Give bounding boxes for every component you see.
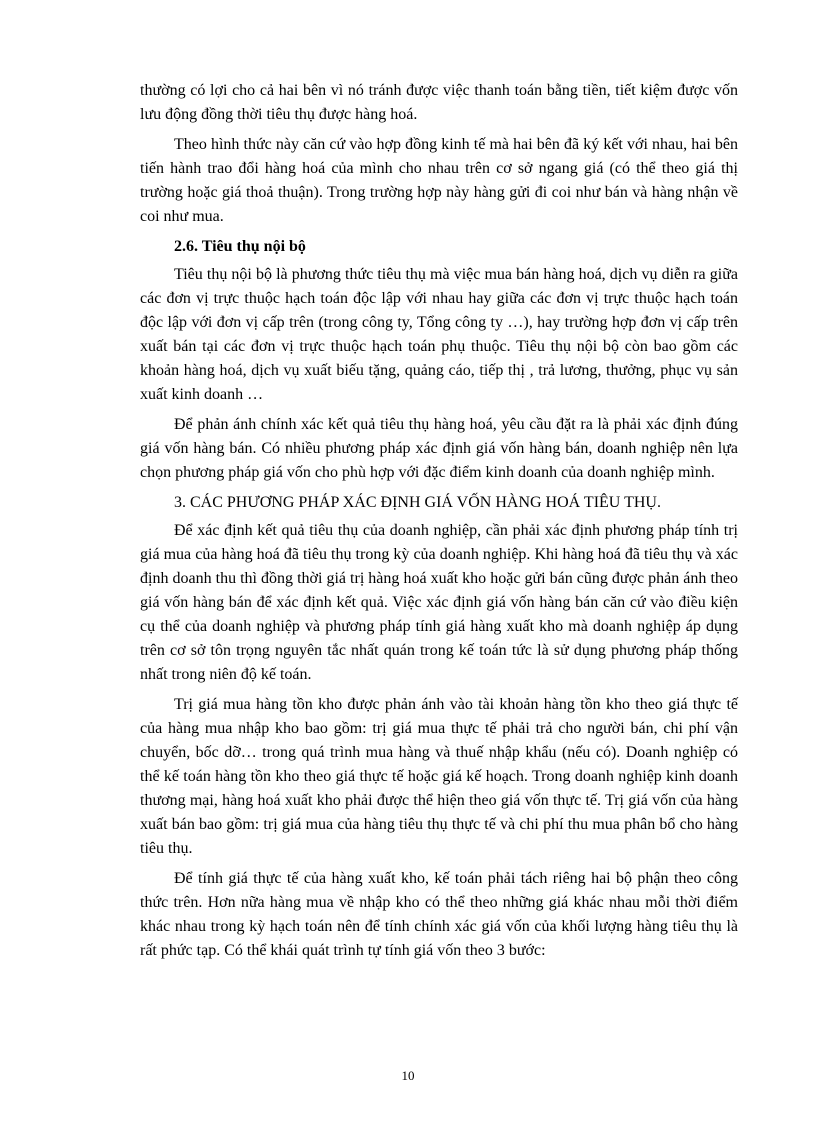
- paragraph-actual-price: Để tính giá thực tế của hàng xuất kho, kế toán phải tách riêng hai bộ phận theo công thức trên. Hơn nữa hàng mua về nhập kho có thể theo những giá khác nhau mỗi thời điểm khác nhau trong kỳ hạch toán nên để tính chính xác giá vốn của khối lượng hàng tiêu thụ là rất phức tạp. Có thể khái quát trình tự tính giá vốn theo 3 bước:: [140, 870, 738, 959]
- paragraph-cost-of-goods: Để phản ánh chính xác kết quả tiêu thụ hàng hoá, yêu cầu đặt ra là phải xác định đúng giá vốn hàng bán. Có nhiều phương pháp xác định giá vốn hàng bán, doanh nghiệp nên lựa chọn phương pháp giá vốn cho phù hợp với đặc điểm kinh doanh của doanh nghiệp mình.: [140, 416, 738, 481]
- document-page: [140, 79, 738, 969]
- paragraph-inventory-value: Trị giá mua hàng tồn kho được phản ánh vào tài khoản hàng tồn kho theo giá thực tế của hàng mua nhập kho bao gồm: trị giá mua thực tế phải trả cho người bán, chi phí vận chuyển, bốc dỡ… trong quá trình mua hàng và thuế nhập khẩu (nếu có). Doanh nghiệp có thể kế toán hàng tồn kho theo giá thực tế hoặc giá kế hoạch. Trong doanh nghiệp kinh doanh thương mại, hàng hoá xuất kho phải được thể hiện theo giá vốn thực tế. Trị giá vốn của hàng xuất bán bao gồm: trị giá mua của hàng tiêu thụ thực tế và chi phí thu mua phân bổ cho hàng tiêu thụ.: [140, 696, 738, 857]
- section-heading: 2.6. Tiêu thụ nội bộ: [174, 238, 306, 255]
- paragraph-determine-results: Để xác định kết quả tiêu thụ của doanh nghiệp, cần phải xác định phương pháp tính trị giá mua của hàng hoá đã tiêu thụ trong kỳ của doanh nghiệp. Khi hàng hoá đã tiêu thụ và xác định doanh thu thì đồng thời giá trị hàng hoá xuất kho hoặc gửi bán cũng được phản ánh theo giá vốn hàng bán để xác định kết quả. Việc xác định giá vốn hàng bán căn cứ vào điều kiện cụ thể của doanh nghiệp và phương pháp tính giá hàng xuất kho mà doanh nghiệp áp dụng trên cơ sở tôn trọng nguyên tắc nhất quán trong kế toán tức là sử dụng phương pháp thống nhất trong niên độ kế toán.: [140, 522, 738, 683]
- page-number: 10: [401, 1068, 415, 1083]
- paragraph-barter: Theo hình thức này căn cứ vào hợp đồng kinh tế mà hai bên đã ký kết với nhau, hai bên tiến hành trao đổi hàng hoá của mình cho nhau trên cơ sở ngang giá (có thể theo giá thị trường hoặc giá thoả thuận). Trong trường hợp này hàng gửi đi coi như bán và hàng nhận về coi như mua.: [140, 136, 738, 225]
- paragraph-continuation: thường có lợi cho cả hai bên vì nó tránh được việc thanh toán bằng tiền, tiết kiệm được vốn lưu động đồng thời tiêu thụ được hàng hoá.: [140, 82, 738, 123]
- chapter-heading: 3. CÁC PHƯƠNG PHÁP XÁC ĐỊNH GIÁ VỐN HÀNG HOÁ TIÊU THỤ.: [174, 494, 661, 511]
- paragraph-internal-consumption: Tiêu thụ nội bộ là phương thức tiêu thụ mà việc mua bán hàng hoá, dịch vụ diễn ra giữa các đơn vị trực thuộc hạch toán độc lập với nhau hay giữa các đơn vị trực thuộc hạch toán độc lập với đơn vị cấp trên (trong công ty, Tổng công ty …), hay trường hợp đơn vị cấp trên xuất bán tại các đơn vị trực thuộc hạch toán phụ thuộc. Tiêu thụ nội bộ còn bao gồm các khoản hàng hoá, dịch vụ xuất biếu tặng, quảng cáo, tiếp thị , trả lương, thưởng, phục vụ sản xuất kinh doanh …: [140, 266, 738, 403]
